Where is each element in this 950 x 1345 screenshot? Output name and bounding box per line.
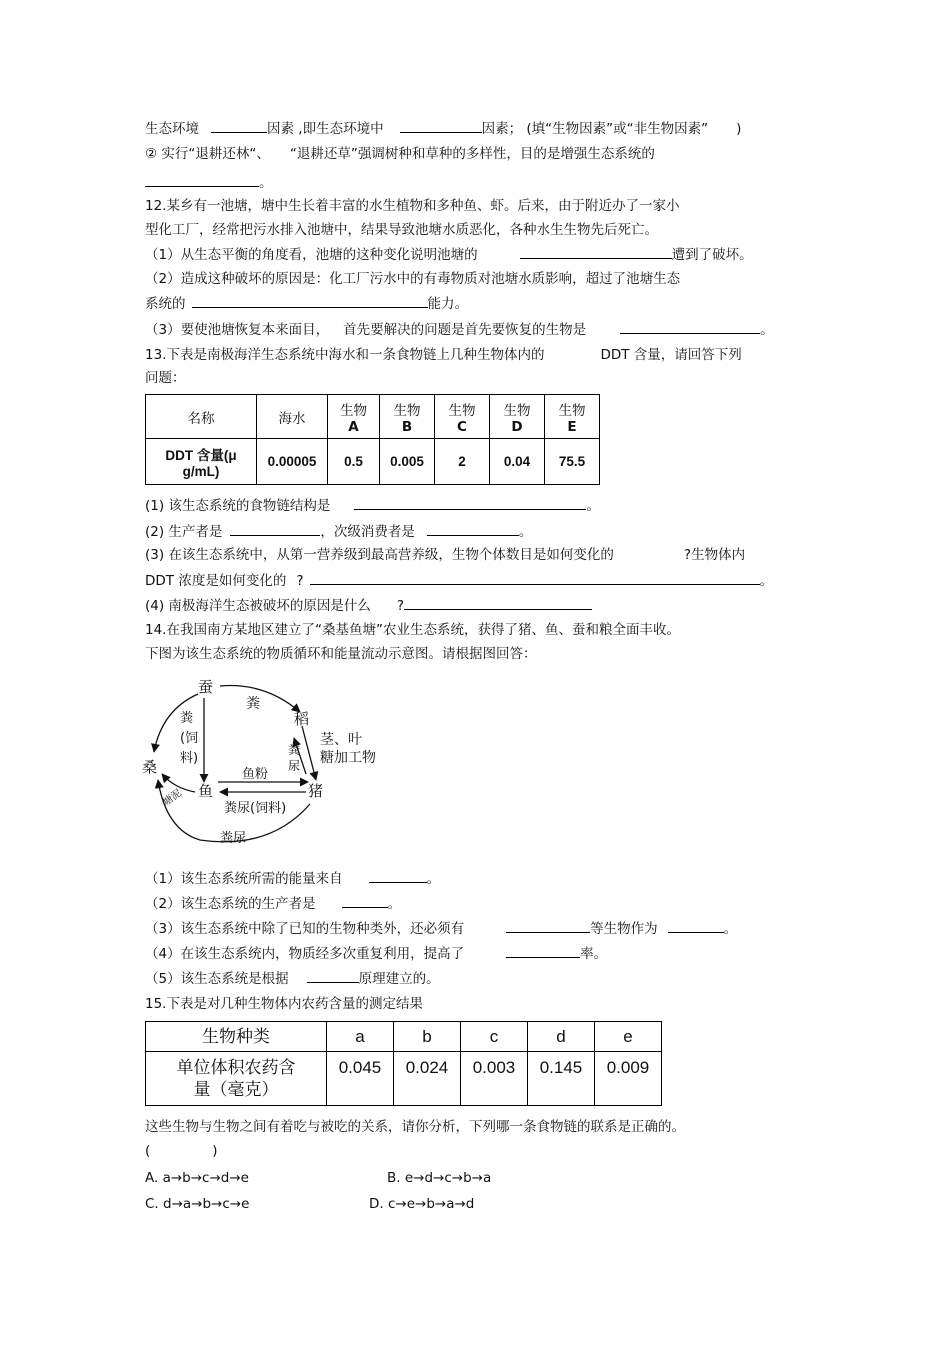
q14-text: （4）在该生态系统内，物质经多次重复利用，提高了 bbox=[145, 946, 465, 962]
label-can: 蚕 bbox=[198, 678, 214, 696]
blank-field[interactable] bbox=[307, 968, 359, 983]
pesticide-col: c bbox=[461, 1022, 528, 1052]
q13-sub1 bbox=[145, 495, 600, 516]
ddt-value: 0.005 bbox=[380, 439, 435, 485]
org-label: 生物 bbox=[448, 402, 476, 419]
ddt-value: 75.5 bbox=[545, 439, 600, 485]
q12-line1: 12.某乡有一池塘，塘中生长着丰富的水生植物和多种鱼、虾。后来，由于附近办了一家小 bbox=[145, 198, 680, 214]
q12-text: （3）要使池塘恢复本来面目， bbox=[145, 322, 330, 338]
label-jing-ye: 茎、叶 bbox=[320, 732, 362, 748]
ddt-table bbox=[145, 394, 600, 485]
q14-text: （1）该生态系统所需的能量来自 bbox=[145, 871, 343, 887]
q13-sub2 bbox=[145, 521, 532, 542]
org-label: 生物 bbox=[503, 402, 531, 419]
arrow-can-to-dao bbox=[220, 686, 300, 712]
blank-field[interactable] bbox=[211, 118, 267, 133]
q12-sub3 bbox=[145, 319, 774, 340]
org-letter: D bbox=[511, 418, 523, 435]
blank-field[interactable] bbox=[342, 893, 388, 908]
pesticide-row-label bbox=[146, 1052, 327, 1106]
q14-text: 。 bbox=[387, 896, 402, 912]
pesticide-value: 0.003 bbox=[461, 1052, 528, 1106]
q12-text: （1）从生态平衡的角度看，池塘的这种变化说明池塘的 bbox=[145, 247, 478, 263]
org-letter: C bbox=[457, 418, 467, 435]
ddt-header-org bbox=[435, 395, 490, 439]
q13-text: 13.下表是南极海洋生态系统中海水和一条食物链上几种生物体内的 bbox=[145, 347, 545, 363]
org-letter: B bbox=[401, 418, 413, 435]
ddt-header-org bbox=[545, 395, 600, 439]
q11-text: ② 实行“退耕还林“、 bbox=[145, 146, 270, 162]
q14-text: 原理建立的。 bbox=[358, 971, 440, 987]
ddt-row-label-1: DDT 含量(μ bbox=[165, 448, 237, 463]
ddt-value: 0.00005 bbox=[257, 439, 328, 485]
q13-text: DDT 含量，请回答下列 bbox=[600, 347, 742, 363]
q11-text: “退耕还草”强调树种和草种的多样性，目的是增强生态系统的 bbox=[289, 146, 655, 162]
q13-sub3 bbox=[145, 545, 745, 565]
ddt-header-org bbox=[380, 395, 435, 439]
label-fen-niao-v2: 尿 bbox=[288, 759, 301, 773]
pesticide-col: a bbox=[327, 1022, 394, 1052]
q11-line1 bbox=[145, 118, 741, 139]
label-fen-si-1: 粪 bbox=[180, 711, 194, 726]
q12-sub1 bbox=[145, 244, 753, 265]
q14-line1: 14.在我国南方某地区建立了“桑基鱼塘”农业生态系统，获得了猪、鱼、蚕和粮全面丰收。 bbox=[145, 622, 680, 638]
pesticide-col: d bbox=[528, 1022, 595, 1052]
org-label: 生物 bbox=[393, 402, 421, 419]
ddt-value: 2 bbox=[435, 439, 490, 485]
q13-sub4 bbox=[145, 595, 592, 616]
q13-text: 。 bbox=[518, 524, 533, 540]
label-tang: 糖加工物 bbox=[320, 750, 376, 766]
q14-sub4 bbox=[145, 943, 607, 964]
q13-text: DDT 浓度是如何变化的 bbox=[145, 573, 287, 589]
q11-text: 生态环境 bbox=[145, 121, 199, 137]
option-a[interactable]: A. a→b→c→d→e bbox=[145, 1170, 249, 1186]
q14-text: （3）该生态系统中除了已知的生物种类外，还必须有 bbox=[145, 921, 465, 937]
q14-sub2 bbox=[145, 893, 401, 914]
q13-text: 。 bbox=[586, 498, 600, 514]
ddt-header-name: 名称 bbox=[146, 395, 257, 439]
q15-answer-paren bbox=[145, 1141, 218, 1161]
blank-field[interactable] bbox=[369, 868, 427, 883]
pesticide-value: 0.024 bbox=[394, 1052, 461, 1106]
q13-text: ? bbox=[396, 598, 405, 614]
q14-sub5 bbox=[145, 968, 440, 989]
q15-options-cd bbox=[145, 1194, 474, 1214]
ddt-header-sea: 海水 bbox=[257, 395, 328, 439]
q13-text: (1) 该生态系统的食物链结构是 bbox=[145, 498, 331, 514]
q12-line2: 型化工厂，经常把污水排入池塘中，结果导致池塘水质恶化，各种水生生物先后死亡。 bbox=[145, 222, 658, 238]
paren-left: ( bbox=[145, 1143, 151, 1159]
q14-text: 。 bbox=[426, 871, 441, 887]
blank-field[interactable] bbox=[230, 521, 320, 536]
blank-field[interactable] bbox=[427, 521, 519, 536]
pesticide-row-label-2: 量（毫克） bbox=[193, 1079, 279, 1100]
q11-text: 因素； (填“生物因素”或“非生物因素” bbox=[481, 121, 709, 137]
label-fen-si-2: (饲 bbox=[180, 731, 199, 746]
q15-line1: 15.下表是对几种生物体内农药含量的测定结果 bbox=[145, 996, 423, 1012]
q13-text: ，次级消费者是 bbox=[320, 524, 415, 540]
pesticide-col: b bbox=[394, 1022, 461, 1052]
q13-text: (3) 在该生态系统中，从第一营养级到最高营养级，生物个体数目是如何变化的 bbox=[145, 547, 614, 563]
ddt-row-label bbox=[146, 439, 257, 485]
q13-text: ? bbox=[296, 573, 304, 589]
blank-field[interactable] bbox=[310, 570, 760, 585]
q12-text: 遭到了破坏。 bbox=[671, 247, 753, 263]
q12-text: 系统的 bbox=[145, 296, 186, 312]
q11-text: 。 bbox=[259, 175, 273, 191]
q12-text: 能力。 bbox=[427, 296, 468, 312]
q12-sub2: （2）造成这种破坏的原因是：化工厂污水中的有毒物质对池塘水质影响，超过了池塘生态 bbox=[145, 271, 681, 287]
q15-options-ab bbox=[145, 1168, 491, 1188]
blank-field[interactable] bbox=[354, 495, 586, 510]
q14-text: （5）该生态系统是根据 bbox=[145, 971, 289, 987]
q11-line3 bbox=[145, 172, 273, 193]
blank-field[interactable] bbox=[400, 118, 482, 133]
pesticide-value: 0.045 bbox=[327, 1052, 394, 1106]
ecosystem-diagram bbox=[140, 672, 400, 850]
q13-sub3b bbox=[145, 570, 773, 591]
label-fen-si-3: 料) bbox=[180, 751, 199, 766]
blank-field[interactable] bbox=[145, 172, 259, 187]
option-b[interactable]: B. e→d→c→b→a bbox=[387, 1170, 492, 1186]
q13-text: ?生物体内 bbox=[683, 547, 746, 563]
q14-text: 。 bbox=[723, 921, 738, 937]
q14-text: 等生物作为 bbox=[590, 921, 658, 937]
label-fen-niao-bottom: 粪尿 bbox=[220, 831, 247, 846]
blank-field[interactable] bbox=[520, 244, 672, 259]
org-label: 生物 bbox=[340, 402, 367, 419]
blank-field[interactable] bbox=[506, 943, 580, 958]
label-sang: 桑 bbox=[142, 758, 158, 776]
pesticide-value: 0.145 bbox=[528, 1052, 595, 1106]
q11-text: ) bbox=[736, 121, 742, 137]
option-d[interactable]: D. c→e→b→a→d bbox=[369, 1196, 475, 1212]
q13-text: (4) 南极海洋生态被破坏的原因是什么 bbox=[145, 598, 371, 614]
label-zhu: 猪 bbox=[308, 782, 324, 800]
q14-text: （2）该生态系统的生产者是 bbox=[145, 896, 316, 912]
org-label: 生物 bbox=[558, 402, 586, 419]
q14-line2: 下图为该生态系统的物质循环和能量流动示意图。请根据图回答： bbox=[145, 646, 537, 662]
q15-line2: 这些生物与生物之间有着吃与被吃的关系，请你分析，下列哪一条食物链的联系是正确的。 bbox=[145, 1119, 685, 1135]
blank-field[interactable] bbox=[620, 319, 760, 334]
q13-text: 。 bbox=[759, 573, 773, 589]
label-fen-niao-si: 粪尿(饲料) bbox=[224, 801, 287, 816]
blank-field[interactable] bbox=[404, 595, 592, 610]
pesticide-row-label-1: 单位体积农药含 bbox=[176, 1057, 296, 1078]
ddt-value: 0.5 bbox=[328, 439, 380, 485]
arrow-dao-to-zhu bbox=[302, 726, 316, 780]
paren-right: ) bbox=[212, 1143, 218, 1159]
ddt-value: 0.04 bbox=[490, 439, 545, 485]
q13-text: (2) 生产者是 bbox=[145, 524, 223, 540]
q12-text: 。 bbox=[760, 322, 774, 338]
blank-field[interactable] bbox=[506, 918, 590, 933]
ddt-header-org bbox=[490, 395, 545, 439]
pesticide-table bbox=[145, 1021, 662, 1106]
q14-text: 率。 bbox=[580, 946, 608, 962]
org-letter: A bbox=[348, 418, 359, 435]
label-fen-niao-v1: 粪 bbox=[288, 743, 301, 757]
pesticide-header-type: 生物种类 bbox=[146, 1022, 327, 1052]
q13-line2: 问题： bbox=[145, 370, 186, 386]
q14-sub3 bbox=[145, 918, 737, 939]
q11-line2 bbox=[145, 144, 655, 164]
pesticide-value: 0.009 bbox=[595, 1052, 662, 1106]
option-c[interactable]: C. d→a→b→c→e bbox=[145, 1196, 250, 1212]
label-yu: 鱼 bbox=[198, 782, 214, 800]
ddt-row-label-2: g/mL) bbox=[182, 464, 220, 479]
q12-text: 首先要解决的问题是首先要恢复的生物是 bbox=[343, 322, 587, 338]
q13-line1 bbox=[145, 345, 742, 365]
label-tang-zha: 塘泥 bbox=[161, 787, 184, 809]
pesticide-col: e bbox=[595, 1022, 662, 1052]
q14-sub1 bbox=[145, 868, 440, 889]
blank-field[interactable] bbox=[192, 293, 428, 308]
label-dao: 稻 bbox=[294, 710, 310, 728]
q12-sub2b bbox=[145, 293, 468, 314]
org-letter: E bbox=[567, 418, 577, 435]
label-fen-top: 粪 bbox=[246, 696, 260, 712]
label-yu-fen: 鱼粉 bbox=[242, 767, 269, 782]
q11-text: 因素 ,即生态环境中 bbox=[267, 121, 384, 137]
ddt-header-org bbox=[328, 395, 380, 439]
blank-field[interactable] bbox=[668, 918, 724, 933]
